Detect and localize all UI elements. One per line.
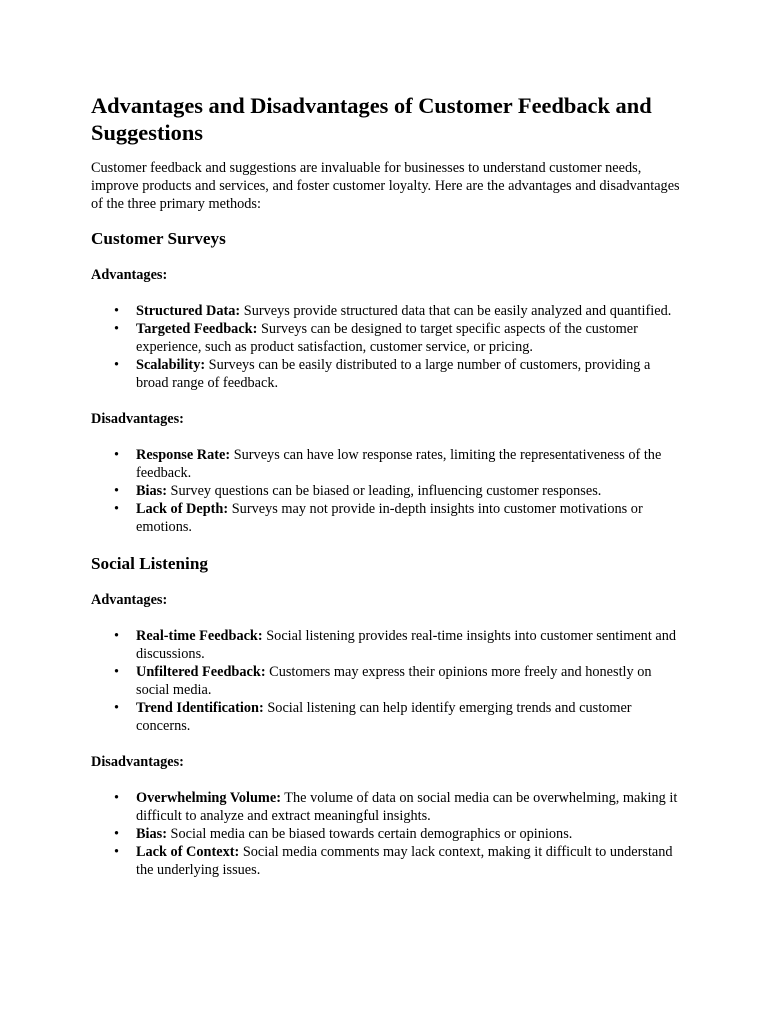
document-title: Advantages and Disadvantages of Customer Feedback and Suggestions: [91, 93, 652, 145]
disadvantages-label: Disadvantages:: [91, 411, 184, 427]
disadvantages-list: [91, 446, 680, 536]
list-item: [114, 356, 680, 392]
list-item: [114, 843, 680, 879]
item-text: The volume of data on social media can be overwhelming, making it difficult to analyze and extract meaningful insights.: [136, 790, 678, 824]
item-text: Surveys can be designed to target specific aspects of the customer experience, such as product satisfaction, customer service, or pricing.: [136, 321, 638, 355]
bullet-icon: •: [114, 483, 120, 499]
bullet-icon: •: [114, 447, 120, 463]
item-text: Social listening can help identify emerging trends and customer concerns.: [136, 700, 632, 734]
bullet-icon: •: [114, 628, 120, 644]
item-term: Trend Identification:: [136, 700, 264, 716]
item-term: Targeted Feedback:: [136, 321, 258, 337]
section-heading: Customer Surveys: [91, 229, 226, 248]
list-item: [114, 482, 680, 500]
item-term: Structured Data:: [136, 303, 241, 319]
item-term: Real-time Feedback:: [136, 628, 263, 644]
bullet-icon: •: [114, 357, 120, 373]
bullet-icon: •: [114, 790, 120, 806]
list-item: [114, 302, 680, 320]
disadvantages-label: Disadvantages:: [91, 754, 184, 770]
list-item: [114, 825, 680, 843]
advantages-list: [91, 627, 680, 735]
intro-paragraph: Customer feedback and suggestions are invaluable for businesses to understand customer needs, improve products and services, and foster customer loyalty. Here are the advantages and disadvantages of the three primary methods:: [91, 160, 680, 212]
list-item: [114, 789, 680, 825]
section-customer-surveys: [91, 229, 680, 536]
list-item: [114, 446, 680, 482]
item-text: Social listening provides real-time insights into customer sentiment and discussions.: [136, 628, 677, 662]
advantages-label: Advantages:: [91, 267, 168, 283]
item-term: Lack of Context:: [136, 844, 240, 860]
list-item: [114, 699, 680, 735]
bullet-icon: •: [114, 826, 120, 842]
item-text: Surveys may not provide in-depth insights into customer motivations or emotions.: [136, 501, 643, 535]
section-heading: Social Listening: [91, 554, 208, 573]
bullet-icon: •: [114, 700, 120, 716]
section-social-listening: [91, 554, 680, 879]
list-item: [114, 627, 680, 663]
item-text: Survey questions can be biased or leading, influencing customer responses.: [166, 483, 602, 499]
item-term: Lack of Depth:: [136, 501, 229, 517]
bullet-icon: •: [114, 501, 120, 517]
item-text: Social media can be biased towards certain demographics or opinions.: [166, 826, 573, 842]
item-term: Bias:: [136, 826, 167, 842]
item-term: Bias:: [136, 483, 167, 499]
list-item: [114, 663, 680, 699]
advantages-list: [91, 302, 680, 392]
item-term: Overwhelming Volume:: [136, 790, 281, 806]
item-term: Unfiltered Feedback:: [136, 664, 266, 680]
bullet-icon: •: [114, 303, 120, 319]
item-text: Social media comments may lack context, making it difficult to understand the underlying issues.: [136, 844, 673, 878]
item-text: Surveys provide structured data that can be easily analyzed and quantified.: [240, 303, 672, 319]
item-text: Surveys can have low response rates, limiting the representativeness of the feedback.: [136, 447, 662, 481]
list-item: [114, 500, 680, 536]
item-text: Surveys can be easily distributed to a large number of customers, providing a broad range of feedback.: [136, 357, 651, 391]
item-term: Response Rate:: [136, 447, 231, 463]
bullet-icon: •: [114, 321, 120, 337]
advantages-label: Advantages:: [91, 592, 168, 608]
list-item: [114, 320, 680, 356]
item-text: Customers may express their opinions more freely and honestly on social media.: [136, 664, 652, 698]
disadvantages-list: [91, 789, 680, 879]
bullet-icon: •: [114, 844, 120, 860]
item-term: Scalability:: [136, 357, 206, 373]
bullet-icon: •: [114, 664, 120, 680]
